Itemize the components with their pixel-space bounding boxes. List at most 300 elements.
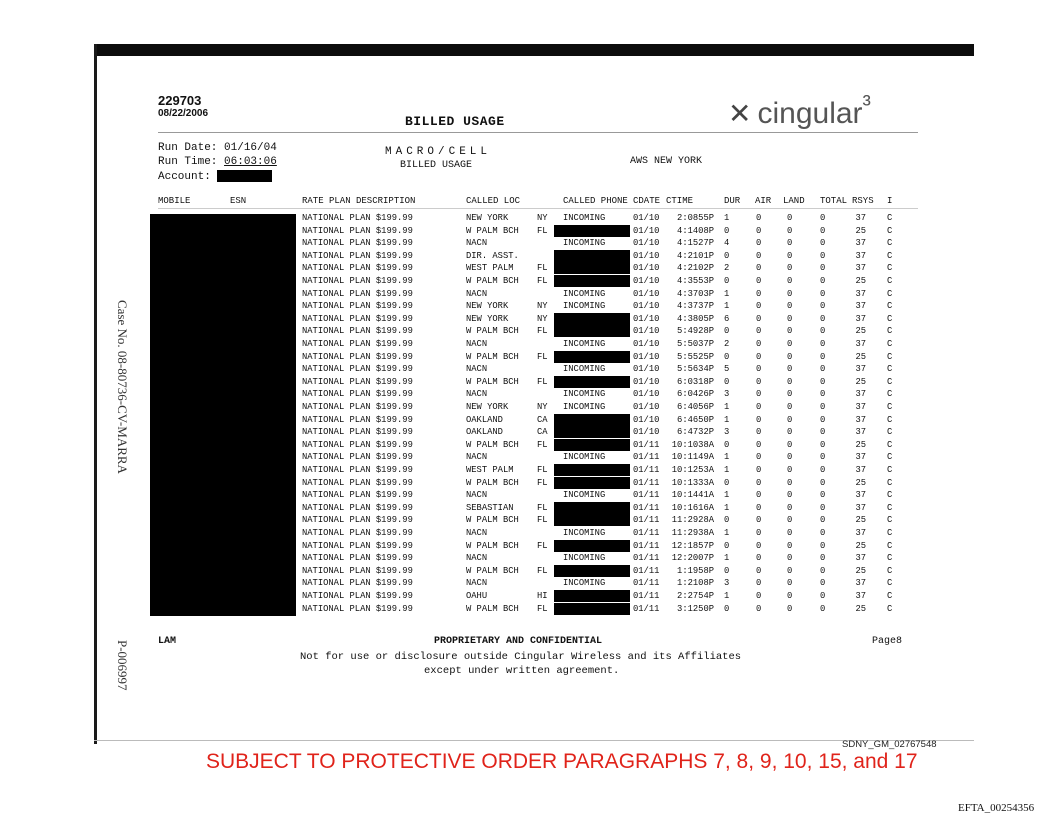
called-phone-cell: INCOMING [563, 402, 606, 412]
cdate-cell: 01/11 [633, 528, 660, 538]
called-phone-redaction [554, 325, 630, 337]
document-date: 08/22/2006 [158, 108, 209, 119]
called-phone-redaction [554, 590, 630, 602]
land-cell: 0 [787, 578, 793, 589]
total-cell: 0 [820, 414, 826, 425]
dur-cell: 0 [724, 351, 730, 362]
total-cell: 0 [820, 225, 826, 236]
air-cell: 0 [756, 339, 762, 349]
i-cell: C [887, 326, 893, 337]
dur-cell: 1 [724, 502, 730, 513]
rsys-cell: 25 [855, 225, 866, 236]
land-cell: 0 [787, 490, 793, 501]
i-cell: C [887, 351, 893, 362]
ctime-cell: 4:3737P [677, 301, 714, 312]
table-row [0, 275, 1061, 287]
total-cell: 0 [820, 603, 826, 614]
cdate-cell: 01/11 [633, 565, 660, 576]
rate-plan-cell: NATIONAL PLAN $199.99 [302, 238, 413, 249]
i-cell: C [887, 540, 893, 551]
i-cell: C [887, 553, 893, 564]
state-cell: FL [537, 465, 548, 475]
called-loc-cell: NEW YORK [466, 213, 509, 223]
footer-disclaimer-line2: except under written agreement. [424, 665, 620, 677]
called-phone-cell: INCOMING [563, 288, 606, 299]
col-header-dur: DUR [724, 196, 741, 206]
i-cell: C [887, 288, 893, 299]
air-cell: 0 [756, 376, 762, 387]
table-header-divider [158, 208, 918, 209]
rate-plan-cell: NATIONAL PLAN $199.99 [302, 452, 413, 463]
dur-cell: 1 [724, 465, 730, 475]
air-cell: 0 [756, 276, 762, 286]
called-phone-redaction [554, 439, 630, 451]
rsys-cell: 25 [855, 376, 866, 387]
rate-plan-cell: NATIONAL PLAN $199.99 [302, 490, 413, 501]
footer-page-number: Page8 [872, 636, 903, 647]
called-loc-cell: WEST PALM [466, 263, 514, 274]
table-row [0, 426, 1061, 438]
rate-plan-cell: NATIONAL PLAN $199.99 [302, 578, 413, 589]
run-time-value: 06:03:06 [224, 156, 277, 168]
table-row [0, 262, 1061, 274]
cdate-cell: 01/11 [633, 591, 660, 601]
i-cell: C [887, 376, 893, 387]
cdate-cell: 01/10 [633, 276, 660, 286]
called-phone-cell: INCOMING [563, 364, 606, 375]
cingular-x-icon: ✕ [728, 98, 752, 129]
cdate-cell: 01/10 [633, 288, 660, 299]
col-header-ctime: CTIME [666, 196, 694, 206]
called-loc-cell: NACN [466, 339, 488, 349]
table-row [0, 300, 1061, 312]
ctime-cell: 11:2928A [671, 515, 714, 526]
col-header-total: TOTAL [820, 196, 848, 206]
col-header-air: AIR [755, 196, 772, 206]
cdate-cell: 01/11 [633, 553, 660, 564]
cdate-cell: 01/10 [633, 376, 660, 387]
table-row [0, 376, 1061, 388]
cdate-cell: 01/11 [633, 603, 660, 614]
ctime-cell: 4:2102P [677, 263, 714, 274]
air-cell: 0 [756, 288, 762, 299]
ctime-cell: 6:4732P [677, 427, 714, 438]
called-phone-redaction [554, 540, 630, 552]
cdate-cell: 01/10 [633, 364, 660, 375]
table-row [0, 338, 1061, 350]
logo-text: cingular [757, 97, 863, 130]
state-cell: FL [537, 603, 548, 614]
rate-plan-cell: NATIONAL PLAN $199.99 [302, 477, 413, 488]
state-cell: FL [537, 502, 548, 513]
total-cell: 0 [820, 263, 826, 274]
air-cell: 0 [756, 591, 762, 601]
state-cell: FL [537, 326, 548, 337]
table-row [0, 603, 1061, 615]
i-cell: C [887, 276, 893, 286]
rate-plan-cell: NATIONAL PLAN $199.99 [302, 225, 413, 236]
land-cell: 0 [787, 376, 793, 387]
called-phone-cell: INCOMING [563, 301, 606, 312]
col-header-rate-plan: RATE PLAN DESCRIPTION [302, 196, 416, 206]
land-cell: 0 [787, 313, 793, 324]
called-loc-cell: NACN [466, 452, 488, 463]
total-cell: 0 [820, 553, 826, 564]
called-loc-cell: W PALM BCH [466, 351, 519, 362]
cdate-cell: 01/10 [633, 213, 660, 223]
ctime-cell: 4:3805P [677, 313, 714, 324]
land-cell: 0 [787, 238, 793, 249]
rsys-cell: 25 [855, 603, 866, 614]
table-row [0, 439, 1061, 451]
ctime-cell: 10:1038A [671, 439, 714, 450]
col-header-called-phone: CALLED PHONE [563, 196, 628, 206]
footer-user: LAM [158, 636, 177, 647]
cdate-cell: 01/11 [633, 490, 660, 501]
cdate-cell: 01/10 [633, 250, 660, 261]
i-cell: C [887, 263, 893, 274]
ctime-cell: 6:0426P [677, 389, 714, 400]
dur-cell: 1 [724, 288, 730, 299]
called-loc-cell: W PALM BCH [466, 477, 519, 488]
run-date-line [158, 142, 277, 155]
document-id: 229703 [158, 93, 202, 108]
dur-cell: 0 [724, 439, 730, 450]
state-cell: NY [537, 313, 548, 324]
table-row [0, 502, 1061, 514]
rsys-cell: 37 [855, 553, 866, 564]
called-loc-cell: NACN [466, 528, 488, 538]
land-cell: 0 [787, 515, 793, 526]
land-cell: 0 [787, 225, 793, 236]
called-loc-cell: OAHU [466, 591, 488, 601]
land-cell: 0 [787, 364, 793, 375]
ctime-cell: 4:1408P [677, 225, 714, 236]
rsys-cell: 37 [855, 528, 866, 538]
state-cell: FL [537, 376, 548, 387]
state-cell: FL [537, 276, 548, 286]
rate-plan-cell: NATIONAL PLAN $199.99 [302, 515, 413, 526]
cingular-logo [728, 90, 871, 131]
land-cell: 0 [787, 427, 793, 438]
called-loc-cell: W PALM BCH [466, 515, 519, 526]
air-cell: 0 [756, 250, 762, 261]
called-phone-cell: INCOMING [563, 490, 606, 501]
logo-suffix: ³ [862, 90, 871, 118]
dur-cell: 1 [724, 452, 730, 463]
i-cell: C [887, 465, 893, 475]
ctime-cell: 2:0855P [677, 213, 714, 223]
i-cell: C [887, 250, 893, 261]
total-cell: 0 [820, 439, 826, 450]
ctime-cell: 5:5634P [677, 364, 714, 375]
state-cell: FL [537, 263, 548, 274]
cdate-cell: 01/10 [633, 263, 660, 274]
table-row [0, 552, 1061, 564]
rsys-cell: 37 [855, 339, 866, 349]
total-cell: 0 [820, 565, 826, 576]
total-cell: 0 [820, 490, 826, 501]
sdny-bates-stamp: SDNY_GM_02767548 [842, 739, 937, 750]
dur-cell: 0 [724, 603, 730, 614]
total-cell: 0 [820, 276, 826, 286]
called-loc-cell: SEBASTIAN [466, 502, 514, 513]
land-cell: 0 [787, 414, 793, 425]
air-cell: 0 [756, 263, 762, 274]
dur-cell: 4 [724, 238, 730, 249]
table-row [0, 225, 1061, 237]
i-cell: C [887, 490, 893, 501]
dur-cell: 0 [724, 326, 730, 337]
called-loc-cell: W PALM BCH [466, 565, 519, 576]
air-cell: 0 [756, 565, 762, 576]
i-cell: C [887, 439, 893, 450]
col-header-rsys: RSYS [852, 196, 874, 206]
account-line [158, 170, 272, 184]
i-cell: C [887, 339, 893, 349]
air-cell: 0 [756, 414, 762, 425]
rate-plan-cell: NATIONAL PLAN $199.99 [302, 263, 413, 274]
table-row [0, 489, 1061, 501]
called-loc-cell: NACN [466, 578, 488, 589]
land-cell: 0 [787, 540, 793, 551]
rate-plan-cell: NATIONAL PLAN $199.99 [302, 502, 413, 513]
dur-cell: 2 [724, 263, 730, 274]
cdate-cell: 01/11 [633, 477, 660, 488]
run-time-line [158, 156, 277, 169]
table-row [0, 577, 1061, 589]
air-cell: 0 [756, 578, 762, 589]
air-cell: 0 [756, 313, 762, 324]
billed-usage-sublabel: BILLED USAGE [400, 160, 473, 171]
state-cell: HI [537, 591, 548, 601]
total-cell: 0 [820, 389, 826, 400]
air-cell: 0 [756, 465, 762, 475]
rate-plan-cell: NATIONAL PLAN $199.99 [302, 351, 413, 362]
table-row [0, 527, 1061, 539]
scan-top-border [94, 44, 974, 56]
ctime-cell: 5:4928P [677, 326, 714, 337]
table-row [0, 237, 1061, 249]
rate-plan-cell: NATIONAL PLAN $199.99 [302, 313, 413, 324]
rsys-cell: 37 [855, 427, 866, 438]
land-cell: 0 [787, 250, 793, 261]
i-cell: C [887, 389, 893, 400]
report-title: BILLED USAGE [405, 114, 505, 129]
land-cell: 0 [787, 301, 793, 312]
total-cell: 0 [820, 351, 826, 362]
air-cell: 0 [756, 452, 762, 463]
i-cell: C [887, 301, 893, 312]
cdate-cell: 01/10 [633, 313, 660, 324]
i-cell: C [887, 603, 893, 614]
cdate-cell: 01/10 [633, 238, 660, 249]
dur-cell: 0 [724, 540, 730, 551]
table-row [0, 540, 1061, 552]
i-cell: C [887, 364, 893, 375]
dur-cell: 0 [724, 565, 730, 576]
called-phone-redaction [554, 313, 630, 325]
dur-cell: 0 [724, 250, 730, 261]
land-cell: 0 [787, 553, 793, 564]
rate-plan-cell: NATIONAL PLAN $199.99 [302, 439, 413, 450]
cdate-cell: 01/10 [633, 351, 660, 362]
dur-cell: 1 [724, 301, 730, 312]
total-cell: 0 [820, 313, 826, 324]
rate-plan-cell: NATIONAL PLAN $199.99 [302, 389, 413, 400]
state-cell: FL [537, 477, 548, 488]
air-cell: 0 [756, 490, 762, 501]
i-cell: C [887, 414, 893, 425]
dur-cell: 0 [724, 276, 730, 286]
state-cell: FL [537, 439, 548, 450]
header-divider [158, 132, 918, 133]
rate-plan-cell: NATIONAL PLAN $199.99 [302, 553, 413, 564]
i-cell: C [887, 452, 893, 463]
rate-plan-cell: NATIONAL PLAN $199.99 [302, 364, 413, 375]
called-phone-cell: INCOMING [563, 339, 606, 349]
rate-plan-cell: NATIONAL PLAN $199.99 [302, 591, 413, 601]
rsys-cell: 37 [855, 263, 866, 274]
state-cell: NY [537, 301, 548, 312]
i-cell: C [887, 225, 893, 236]
footer-disclaimer-line1: Not for use or disclosure outside Cingular Wireless and its Affiliates [300, 651, 742, 663]
i-cell: C [887, 238, 893, 249]
cdate-cell: 01/11 [633, 465, 660, 475]
called-loc-cell: NEW YORK [466, 402, 509, 412]
dur-cell: 0 [724, 376, 730, 387]
rsys-cell: 37 [855, 591, 866, 601]
total-cell: 0 [820, 364, 826, 375]
rsys-cell: 37 [855, 490, 866, 501]
total-cell: 0 [820, 502, 826, 513]
dur-cell: 5 [724, 364, 730, 375]
protective-order-notice: SUBJECT TO PROTECTIVE ORDER PARAGRAPHS 7, 8, 9, 10, 15, and 17 [206, 750, 918, 773]
called-loc-cell: DIR. ASST. [466, 250, 519, 261]
rate-plan-cell: NATIONAL PLAN $199.99 [302, 250, 413, 261]
state-cell: CA [537, 427, 548, 438]
land-cell: 0 [787, 603, 793, 614]
air-cell: 0 [756, 213, 762, 223]
called-phone-redaction [554, 477, 630, 489]
rsys-cell: 25 [855, 351, 866, 362]
total-cell: 0 [820, 326, 826, 337]
i-cell: C [887, 528, 893, 538]
rate-plan-cell: NATIONAL PLAN $199.99 [302, 213, 413, 223]
col-header-land: LAND [783, 196, 805, 206]
dur-cell: 1 [724, 414, 730, 425]
rsys-cell: 25 [855, 439, 866, 450]
land-cell: 0 [787, 565, 793, 576]
land-cell: 0 [787, 326, 793, 337]
total-cell: 0 [820, 376, 826, 387]
table-row [0, 565, 1061, 577]
i-cell: C [887, 477, 893, 488]
total-cell: 0 [820, 238, 826, 249]
table-row [0, 401, 1061, 413]
ctime-cell: 6:4650P [677, 414, 714, 425]
cdate-cell: 01/11 [633, 502, 660, 513]
total-cell: 0 [820, 465, 826, 475]
ctime-cell: 10:1616A [671, 502, 714, 513]
air-cell: 0 [756, 528, 762, 538]
called-phone-cell: INCOMING [563, 238, 606, 249]
dur-cell: 6 [724, 313, 730, 324]
rsys-cell: 25 [855, 515, 866, 526]
total-cell: 0 [820, 301, 826, 312]
called-loc-cell: W PALM BCH [466, 326, 519, 337]
case-number: Case No. 08-80736-CV-MARRA [115, 300, 130, 474]
air-cell: 0 [756, 603, 762, 614]
called-phone-redaction [554, 464, 630, 476]
called-phone-redaction [554, 225, 630, 237]
rate-plan-cell: NATIONAL PLAN $199.99 [302, 326, 413, 337]
i-cell: C [887, 578, 893, 589]
state-cell: FL [537, 540, 548, 551]
state-cell: FL [537, 565, 548, 576]
rsys-cell: 37 [855, 364, 866, 375]
rate-plan-cell: NATIONAL PLAN $199.99 [302, 603, 413, 614]
ctime-cell: 5:5037P [677, 339, 714, 349]
cdate-cell: 01/10 [633, 427, 660, 438]
cdate-cell: 01/11 [633, 578, 660, 589]
air-cell: 0 [756, 326, 762, 337]
macro-cell-label: MACRO/CELL [385, 146, 492, 158]
air-cell: 0 [756, 553, 762, 564]
called-phone-cell: INCOMING [563, 553, 606, 564]
run-time-label: Run Time: [158, 156, 218, 168]
called-loc-cell: W PALM BCH [466, 603, 519, 614]
air-cell: 0 [756, 502, 762, 513]
dur-cell: 0 [724, 515, 730, 526]
air-cell: 0 [756, 225, 762, 236]
ctime-cell: 4:3553P [677, 276, 714, 286]
i-cell: C [887, 591, 893, 601]
table-row [0, 250, 1061, 262]
dur-cell: 2 [724, 339, 730, 349]
table-row [0, 288, 1061, 300]
dur-cell: 3 [724, 578, 730, 589]
state-cell: FL [537, 515, 548, 526]
ctime-cell: 5:5525P [677, 351, 714, 362]
called-loc-cell: NACN [466, 364, 488, 375]
table-row [0, 212, 1061, 224]
ctime-cell: 10:1441A [671, 490, 714, 501]
land-cell: 0 [787, 477, 793, 488]
cdate-cell: 01/10 [633, 402, 660, 412]
land-cell: 0 [787, 591, 793, 601]
rsys-cell: 37 [855, 414, 866, 425]
rate-plan-cell: NATIONAL PLAN $199.99 [302, 414, 413, 425]
rate-plan-cell: NATIONAL PLAN $199.99 [302, 465, 413, 475]
account-label: Account: [158, 170, 211, 183]
table-row [0, 514, 1061, 526]
called-phone-redaction [554, 603, 630, 615]
ctime-cell: 11:2938A [671, 528, 714, 538]
total-cell: 0 [820, 528, 826, 538]
table-row [0, 351, 1061, 363]
rate-plan-cell: NATIONAL PLAN $199.99 [302, 402, 413, 412]
table-row [0, 313, 1061, 325]
rate-plan-cell: NATIONAL PLAN $199.99 [302, 540, 413, 551]
table-row [0, 464, 1061, 476]
called-loc-cell: WEST PALM [466, 465, 514, 475]
called-phone-redaction [554, 426, 630, 438]
ctime-cell: 10:1149A [671, 452, 714, 463]
called-loc-cell: OAKLAND [466, 427, 503, 438]
called-loc-cell: NACN [466, 288, 488, 299]
dur-cell: 1 [724, 591, 730, 601]
